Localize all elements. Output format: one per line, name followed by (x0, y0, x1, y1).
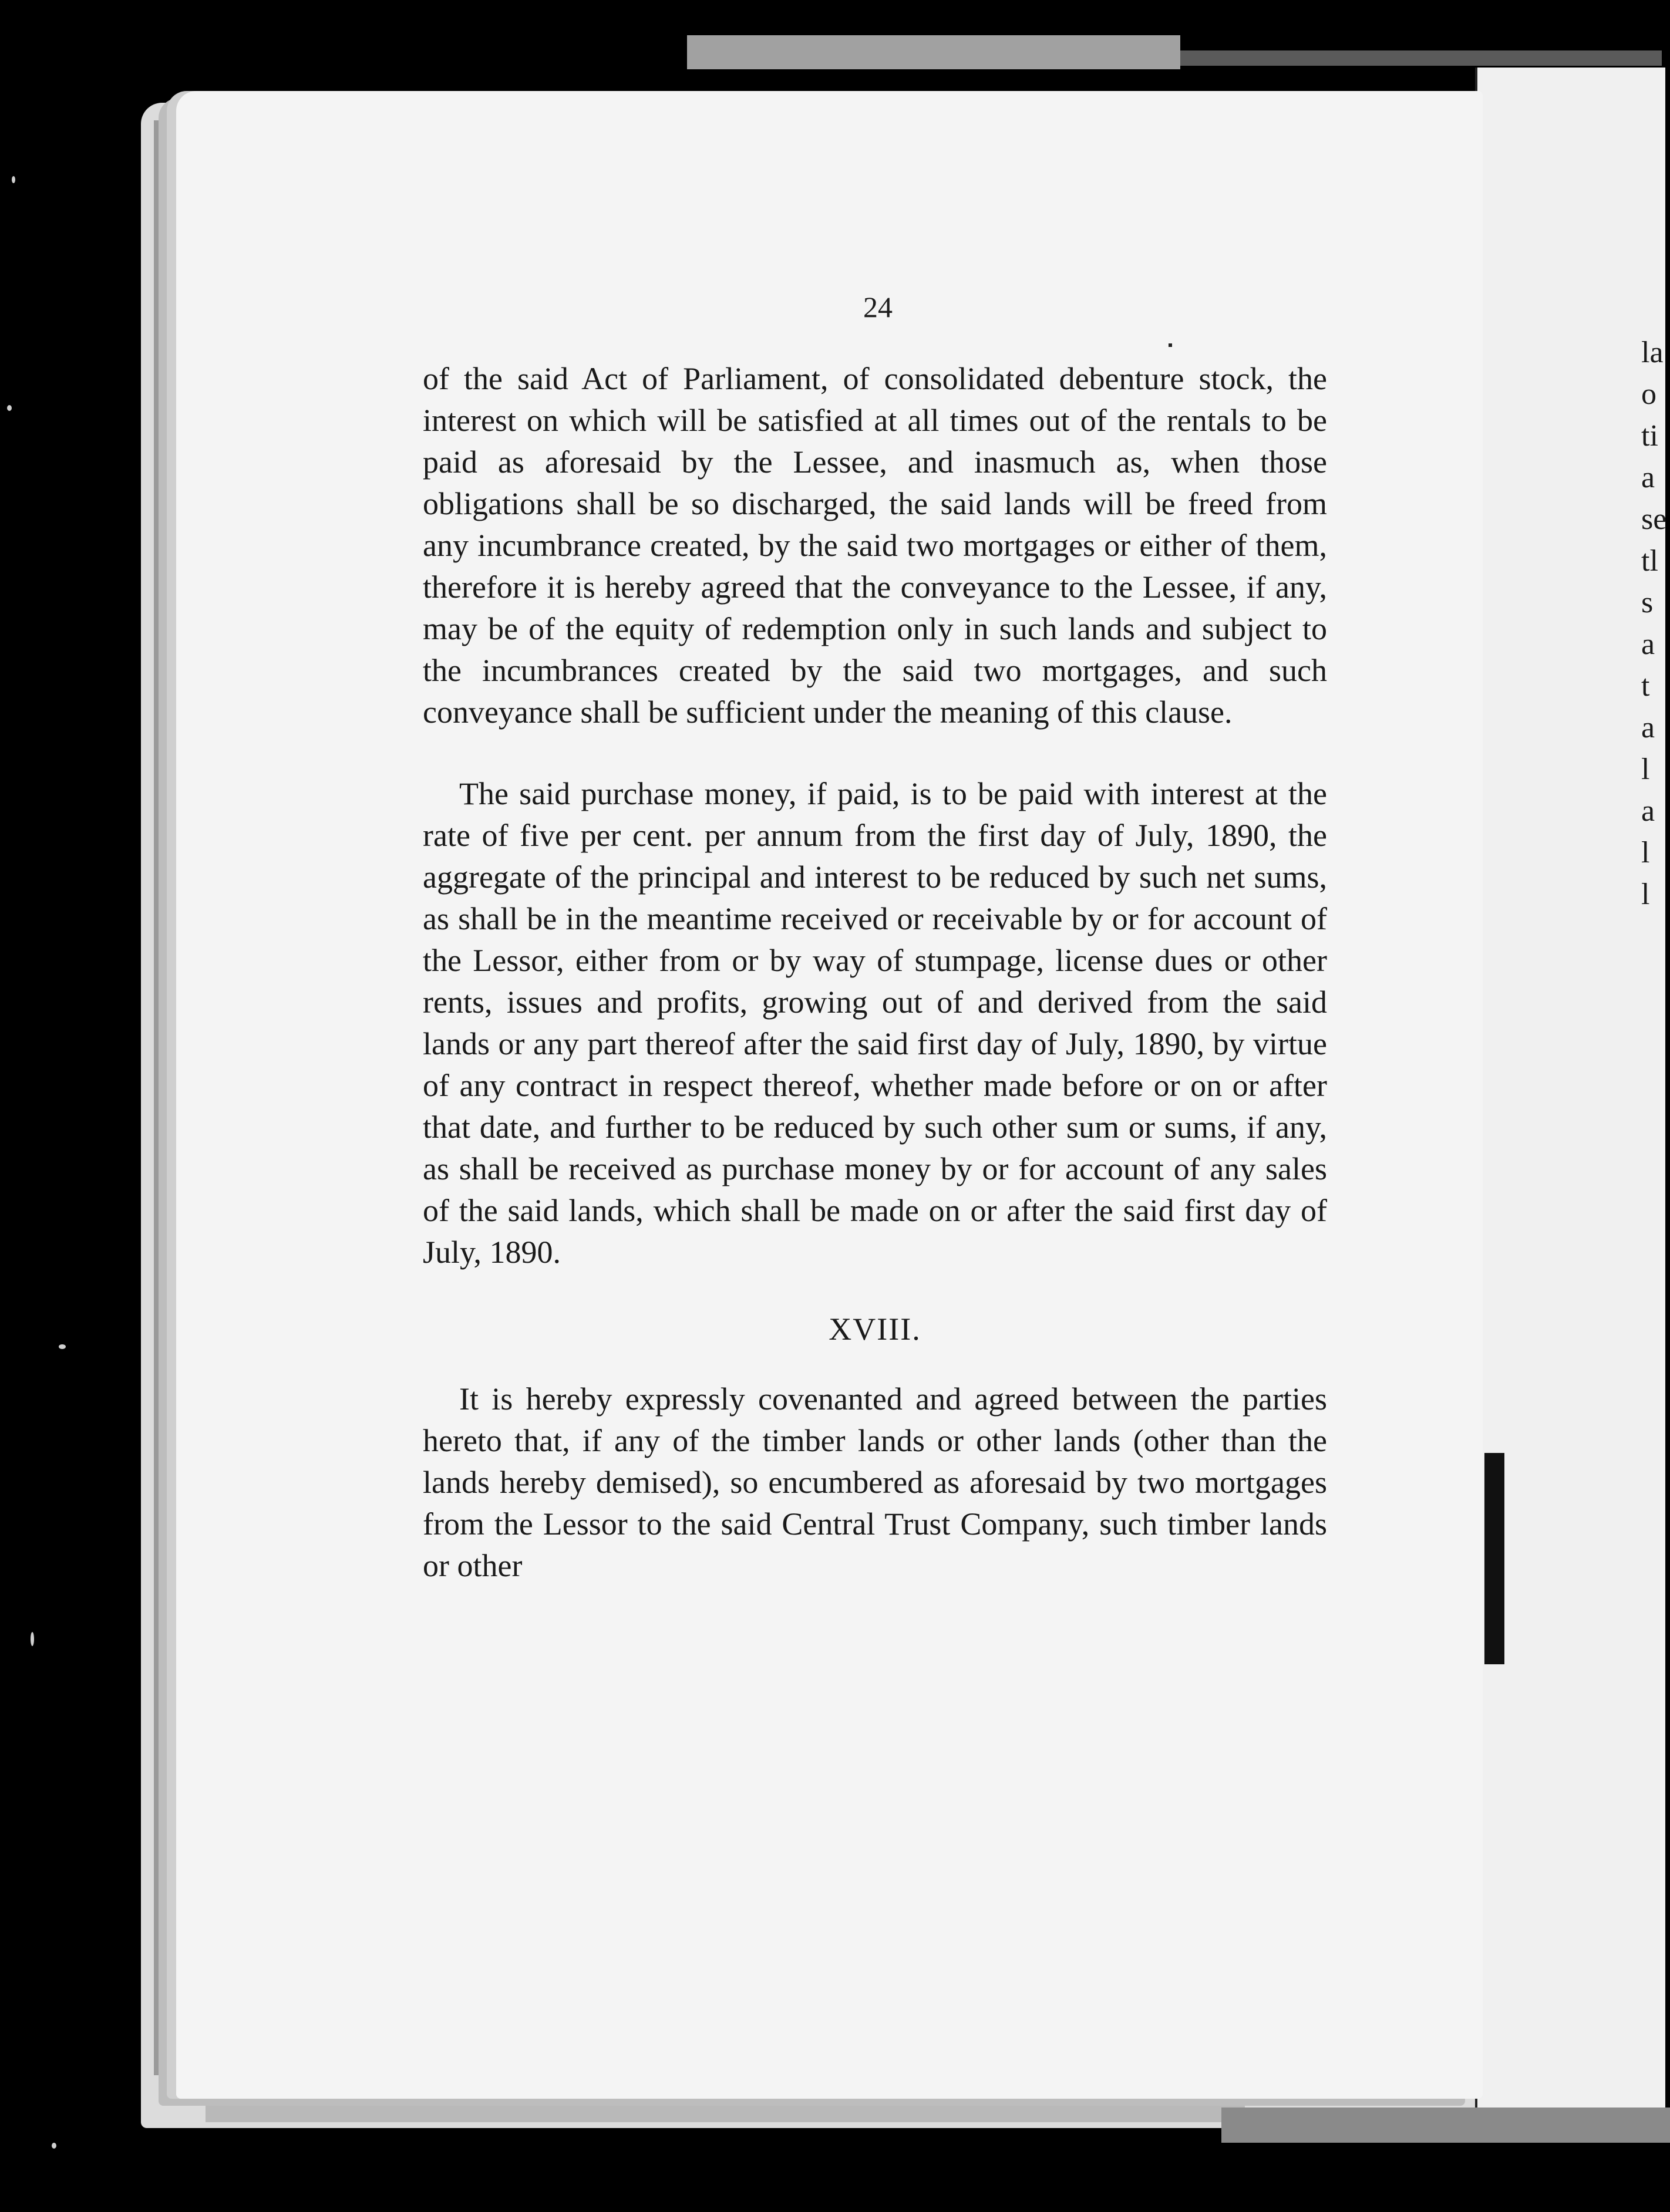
scan-speck (7, 405, 12, 411)
binding-mark (1484, 1453, 1504, 1664)
facing-page (1475, 68, 1665, 2108)
facing-fragment: a (1641, 461, 1655, 494)
scan-top-strip (687, 35, 1180, 69)
facing-fragment: l (1641, 878, 1650, 911)
facing-fragment: tl (1641, 544, 1658, 578)
facing-fragment: t (1641, 669, 1650, 703)
scan-top-edge (1180, 50, 1662, 66)
paragraph-covenant: It is hereby expressly covenanted and agreed between the parties hereto that, if any of the timber lands or other lands (other than the lands hereby demised), so encumbered as aforesaid by two mortgages from the Lessor to the said Central Trust Company, such timber lands or other (423, 1381, 1327, 1583)
scan-speck (12, 176, 15, 183)
facing-fragment: se (1641, 503, 1667, 536)
facing-fragment: la (1641, 336, 1664, 369)
facing-fragment: o (1641, 377, 1656, 411)
facing-fragment: l (1641, 753, 1650, 786)
page-number: 24 (863, 291, 893, 323)
paragraph-continuation: of the said Act of Parliament, of consolidated debenture stock, the interest on which will be satisfied at all times out of the rentals to be paid as aforesaid by the Lessee, and inasmuch as, when those obligations shall be so discharged, the said lands will be freed from any incumbrance created, by the said two mortgages or either of them, therefore it is hereby agreed that the conveyance to the Lessee, if any, may be of the equity of redemption only in such lands and subject to the incumbrances created by the said two mortgages, and such conveyance shall be sufficient under the meaning of this clause. (423, 361, 1327, 730)
scan-speck (31, 1632, 34, 1646)
section-heading: XVIII. (829, 1311, 921, 1347)
scan-speck (52, 2143, 56, 2149)
page-edge (154, 120, 161, 2075)
facing-page-text (1641, 332, 1670, 915)
facing-fragment: s (1641, 586, 1654, 619)
facing-fragment: a (1641, 794, 1655, 828)
facing-fragment: a (1641, 711, 1655, 744)
facing-fragment: a (1641, 628, 1655, 661)
paragraph-purchase-money: The said purchase money, if paid, is to be paid with interest at the rate of five per cent. per annum from the first day of July, 1890, the aggregate of the principal and interest to be reduced by such net sums, as shall be in the meantime received or receivable by or for account of the Lessor, either from or by way of stumpage, license dues or other rents, issues and profits, growing out of and derived from the said lands or any part thereof after the said first day of July, 1890, by virtue of any contract in respect thereof, whether made before or on or after that date, and further to be reduced by such other sum or sums, if any, as shall be received as purchase money by or for account of any sales of the said lands, which shall be made on or after the said first day of July, 1890. (423, 776, 1327, 1270)
scan-bottom-strip (206, 2105, 1245, 2122)
scan-speck (59, 1344, 66, 1349)
facing-fragment: ti (1641, 419, 1658, 453)
page-body (423, 358, 1327, 1587)
scan-bottom-edge (1221, 2108, 1670, 2143)
page-speck (1169, 343, 1172, 347)
facing-fragment: l (1641, 836, 1650, 869)
